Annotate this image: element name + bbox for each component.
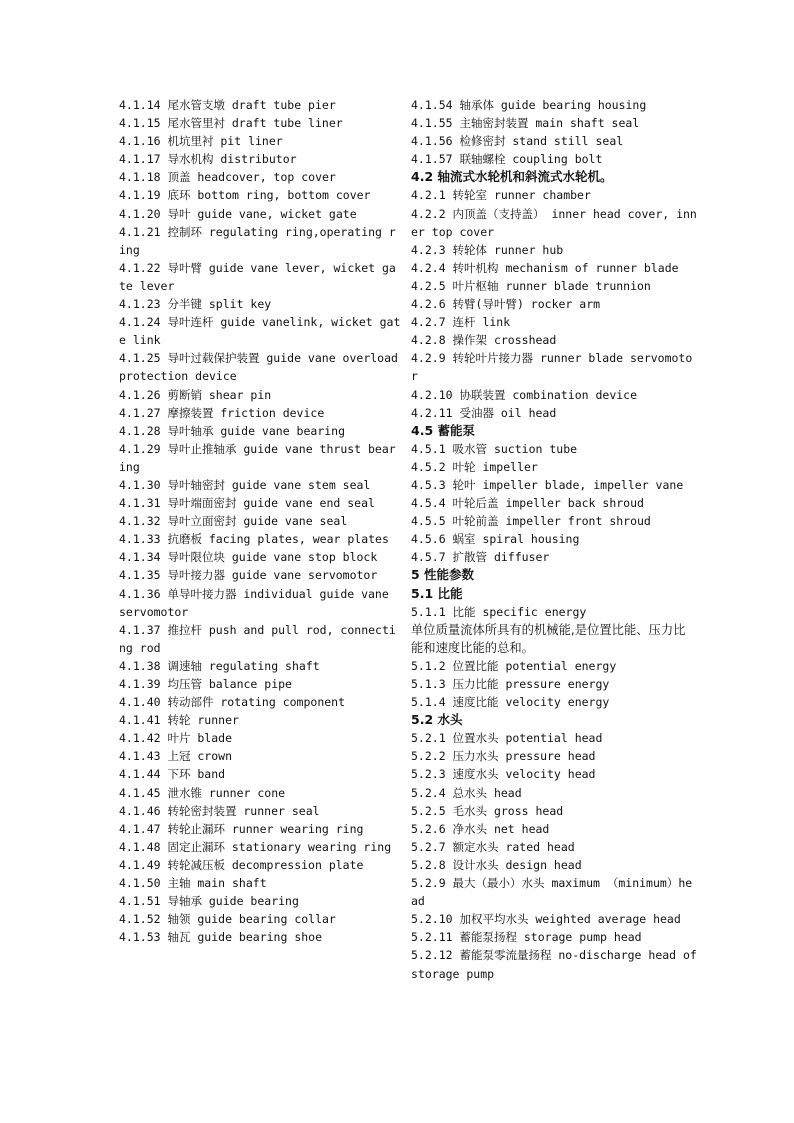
term-entry: 4.2.11 受油器 oil head — [411, 405, 557, 420]
term-entry: 4.1.50 主轴 main shaft — [119, 876, 267, 891]
term-entry: 4.1.37 推拉杆 push and pull rod, connecting rod — [119, 622, 396, 655]
term-entry: 4.1.38 调速轴 regulating shaft — [119, 658, 320, 673]
section-heading: 4.2 轴流式水轮机和斜流式水轮机。 — [411, 169, 613, 185]
term-entry: 4.1.20 导叶 guide vane, wicket gate — [119, 206, 357, 221]
term-entry: 4.2.10 协联装置 combination device — [411, 387, 638, 402]
term-entry: 4.1.21 控制环 regulating ring,operating ring — [119, 224, 396, 257]
term-entry: 4.5.1 吸水管 suction tube — [411, 441, 578, 456]
term-entry: 4.5.3 轮叶 impeller blade, impeller vane — [411, 477, 684, 492]
right-column — [411, 96, 697, 983]
term-entry: 5.2.8 设计水头 design head — [411, 857, 582, 872]
term-entry: 5.2.5 毛水头 gross head — [411, 803, 564, 818]
term-entry: 4.1.39 均压管 balance pipe — [119, 677, 292, 691]
term-entry: 4.1.43 上冠 crown — [119, 749, 233, 764]
term-entry: 4.5.6 蜗室 spiral housing — [411, 532, 580, 547]
section-heading: 5.1 比能 — [411, 585, 463, 601]
term-entry: 5.2.12 蓄能泵零流量扬程 no-discharge head of storage pump — [411, 948, 697, 981]
term-entry: 5.1.2 位置比能 potential energy — [411, 658, 617, 673]
term-entry: 5.1.1 比能 specific energy — [411, 604, 587, 619]
term-entry: 4.1.56 检修密封 stand still seal — [411, 134, 624, 149]
term-entry: 4.1.17 导水机构 distributor — [119, 152, 297, 167]
term-entry: 4.1.28 导叶轴承 guide vane bearing — [119, 423, 346, 438]
term-entry: 4.2.7 连杆 link — [411, 315, 511, 330]
term-entry: 4.1.47 转轮止漏环 runner wearing ring — [119, 821, 364, 836]
term-entry: 5.1.3 压力比能 pressure energy — [411, 677, 610, 691]
section-heading: 5 性能参数 — [411, 567, 475, 583]
term-entry: 4.5.4 叶轮后盖 impeller back shroud — [411, 496, 644, 511]
term-entry: 4.1.52 轴领 guide bearing collar — [119, 912, 336, 927]
term-entry: 4.1.32 导叶立面密封 guide vane seal — [119, 514, 348, 529]
term-entry: 4.1.40 转动部件 rotating component — [119, 695, 346, 710]
term-entry: 4.1.55 主轴密封装置 main shaft seal — [411, 116, 640, 131]
term-entry: 4.1.33 抗磨板 facing plates, wear plates — [119, 532, 389, 547]
term-entry: 5.2.7 额定水头 rated head — [411, 839, 575, 854]
left-column — [119, 96, 402, 946]
term-entry: 5.2.11 蓄能泵扬程 storage pump head — [411, 930, 642, 945]
term-entry: 4.2.8 操作架 crosshead — [411, 333, 557, 348]
term-entry: 4.1.14 尾水管支墩 draft tube pier — [119, 98, 336, 112]
term-entry: 4.1.48 固定止漏环 stationary wearing ring — [119, 839, 392, 854]
term-entry: 4.1.53 轴瓦 guide bearing shoe — [119, 930, 323, 945]
term-entry: 4.1.19 底环 bottom ring, bottom cover — [119, 188, 371, 203]
term-entry: 4.1.41 转轮 runner — [119, 713, 239, 728]
term-entry: 5.2.4 总水头 head — [411, 785, 522, 800]
term-entry: 4.1.36 单导叶接力器 individual guide vane servomotor — [119, 586, 389, 619]
term-entry: 4.1.18 顶盖 headcover, top cover — [119, 170, 336, 185]
term-entry: 5.2.2 压力水头 pressure head — [411, 749, 596, 764]
term-entry: 4.2.3 转轮体 runner hub — [411, 242, 564, 257]
term-entry: 4.1.49 转轮减压板 decompression plate — [119, 857, 364, 872]
term-entry: 5.2.9 最大（最小）水头 maximum （minimum）head — [411, 876, 693, 909]
term-entry: 4.1.35 导叶接力器 guide vane servomotor — [119, 568, 378, 583]
term-entry: 4.5.7 扩散管 diffuser — [411, 550, 550, 565]
term-entry: 5.2.6 净水头 net head — [411, 821, 550, 836]
term-entry: 4.1.45 泄水锥 runner cone — [119, 785, 286, 800]
term-entry: 4.2.4 转叶机构 mechanism of runner blade — [411, 260, 679, 275]
term-entry: 5.2.10 加权平均水头 weighted average head — [411, 912, 681, 927]
term-entry: 4.1.46 转轮密封装置 runner seal — [119, 803, 320, 818]
term-entry: 4.1.16 机坑里衬 pit liner — [119, 134, 283, 149]
term-entry: 4.1.23 分半键 split key — [119, 297, 272, 312]
term-entry: 4.5.2 叶轮 impeller — [411, 459, 538, 474]
term-entry: 4.2.5 叶片枢轴 runner blade trunnion — [411, 278, 651, 293]
term-entry: 4.1.54 轴承体 guide bearing housing — [411, 98, 647, 112]
term-entry: 4.1.51 导轴承 guide bearing — [119, 894, 299, 909]
term-entry: 5.1.4 速度比能 velocity energy — [411, 695, 610, 710]
term-entry: 4.1.22 导叶臂 guide vane lever, wicket gate lever — [119, 260, 396, 293]
term-entry: 4.1.25 导叶过载保护装置 guide vane overload protection device — [119, 351, 398, 384]
term-entry: 4.1.57 联轴螺栓 coupling bolt — [411, 152, 603, 167]
term-entry: 4.2.6 转臂(导叶臂) rocker arm — [411, 297, 601, 312]
term-entry: 4.1.31 导叶端面密封 guide vane end seal — [119, 496, 375, 511]
term-entry: 4.1.29 导叶止推轴承 guide vane thrust bearing — [119, 441, 396, 474]
term-entry: 4.2.9 转轮叶片接力器 runner blade servomotor — [411, 351, 693, 384]
term-entry: 4.5.5 叶轮前盖 impeller front shroud — [411, 514, 651, 529]
section-heading: 4.5 蓄能泵 — [411, 422, 475, 438]
term-entry: 4.1.26 剪断销 shear pin — [119, 387, 272, 402]
term-entry: 5.2.1 位置水头 potential head — [411, 731, 603, 746]
term-entry: 5.2.3 速度水头 velocity head — [411, 767, 596, 782]
term-entry: 4.1.15 尾水管里衬 draft tube liner — [119, 116, 343, 131]
term-entry: 4.1.44 下环 band — [119, 767, 226, 782]
term-entry: 4.1.27 摩擦装置 friction device — [119, 405, 325, 420]
term-entry: 4.2.1 转轮室 runner chamber — [411, 188, 591, 203]
definition-text: 单位质量流体所具有的机械能,是位置比能、压力比能和速度比能的总和。 — [411, 622, 686, 655]
term-entry: 4.1.24 导叶连杆 guide vanelink, wicket gate link — [119, 315, 401, 348]
section-heading: 5.2 水头 — [411, 712, 463, 728]
term-entry: 4.1.42 叶片 blade — [119, 731, 233, 746]
term-entry: 4.1.34 导叶限位块 guide vane stop block — [119, 550, 378, 565]
term-entry: 4.2.2 内顶盖（支持盖） inner head cover, inner top cover — [411, 206, 697, 239]
term-entry: 4.1.30 导叶轴密封 guide vane stem seal — [119, 477, 371, 492]
